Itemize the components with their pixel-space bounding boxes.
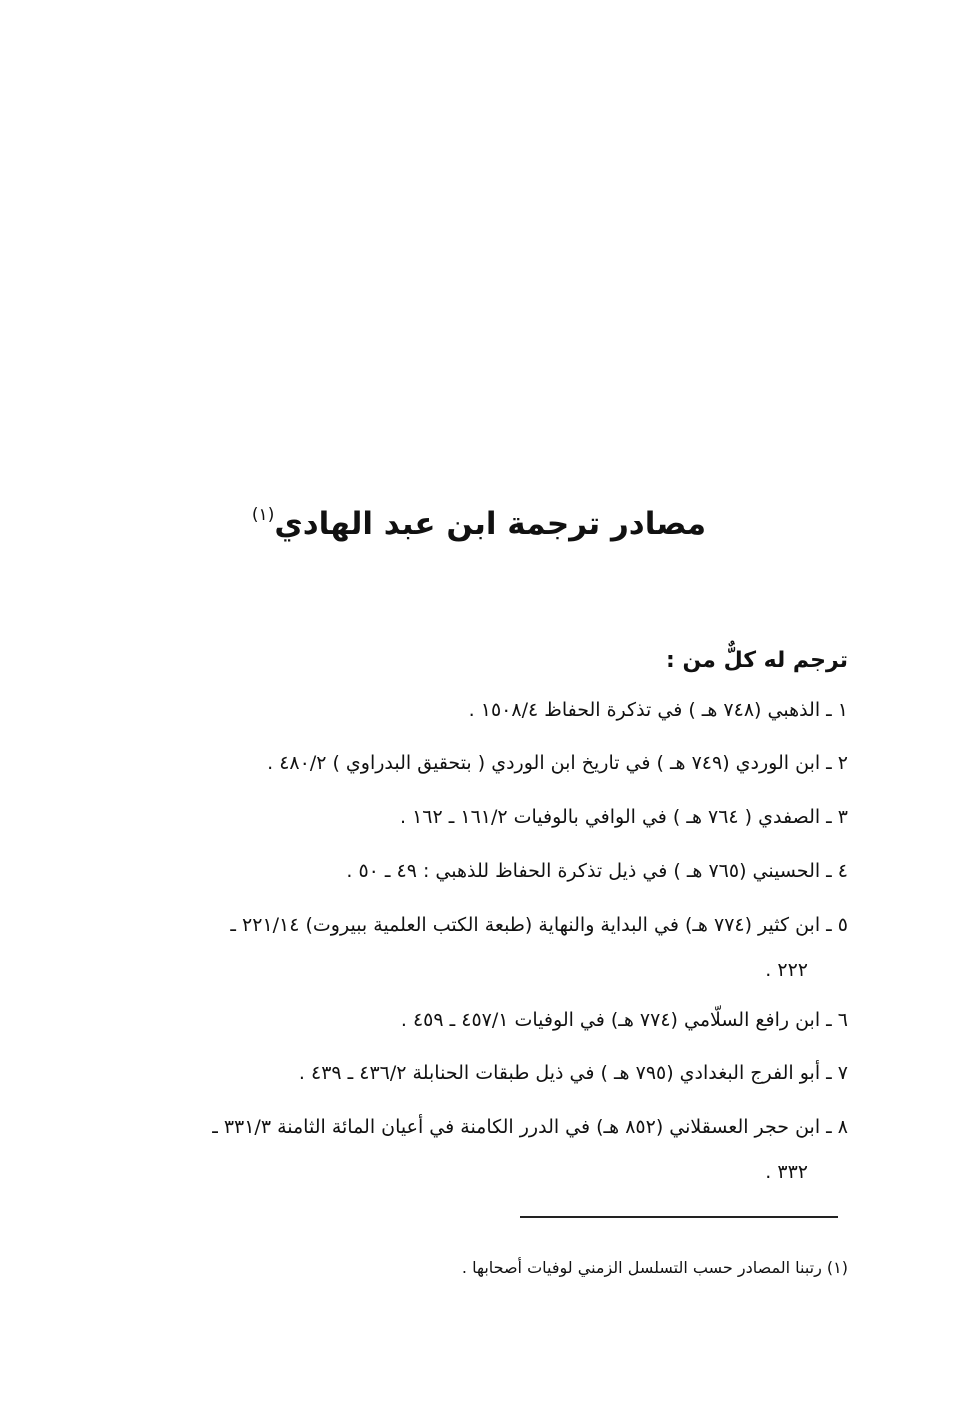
source-entry-3 [108, 795, 848, 840]
entry-text: ١ ـ الذهبي (٧٤٨ هـ ) في تذكرة الحفاظ ١٥٠٨/٤ . [468, 699, 848, 721]
source-entry-2 [108, 741, 848, 786]
source-entry-6 [108, 998, 848, 1043]
entry-text: ٥ ـ ابن كثير (٧٧٤ هـ) في البداية والنهاية (طبعة الكتب العلمية ببيروت) ٢٢١/١٤ ـ [230, 914, 848, 936]
entry-continuation: ٢٢٢ . [765, 959, 808, 981]
entry-text: ٤ ـ الحسيني (٧٦٥ هـ ) في ذيل تذكرة الحفاظ للذهبي : ٤٩ ـ ٥٠ . [346, 860, 848, 882]
entry-text: ٧ ـ أبو الفرج البغدادي (٧٩٥ هـ ) في ذيل طبقات الحنابلة ٤٣٦/٢ ـ ٤٣٩ . [298, 1062, 848, 1084]
entry-text: ٨ ـ ابن حجر العسقلاني (٨٥٢ هـ) في الدرر الكامنة في أعيان المائة الثامنة ٣٣١/٣ ـ [212, 1116, 848, 1138]
entry-text: ٢ ـ ابن الوردي (٧٤٩ هـ ) في تاريخ ابن الوردي ( بتحقيق البدراوي ) ٤٨٠/٢ . [267, 752, 848, 774]
footnote-divider [520, 1216, 838, 1218]
source-entry-5 [108, 903, 848, 993]
source-entry-1 [108, 688, 848, 733]
page-title-text: مصادر ترجمة ابن عبد الهادي [274, 506, 707, 542]
intro-text: ترجم له كلٌّ من : [666, 648, 848, 673]
source-entry-7 [108, 1051, 848, 1096]
footnote-marker: (١) [251, 505, 275, 525]
entry-text: ٦ ـ ابن رافع السلّامي (٧٧٤ هـ) في الوفيات ٤٥٧/١ ـ ٤٥٩ . [400, 1009, 848, 1031]
source-entry-4 [108, 849, 848, 894]
entry-text: ٣ ـ الصفدي ( ٧٦٤ هـ ) في الوافي بالوفيات ١٦١/٢ ـ ١٦٢ . [399, 806, 848, 828]
entry-continuation: ٣٣٢ . [765, 1161, 808, 1183]
page-title [0, 505, 958, 542]
source-entry-8 [108, 1105, 848, 1195]
footnote: (١) رتبنا المصادر حسب التسلسل الزمني لوفيات أصحابها . [461, 1258, 848, 1277]
